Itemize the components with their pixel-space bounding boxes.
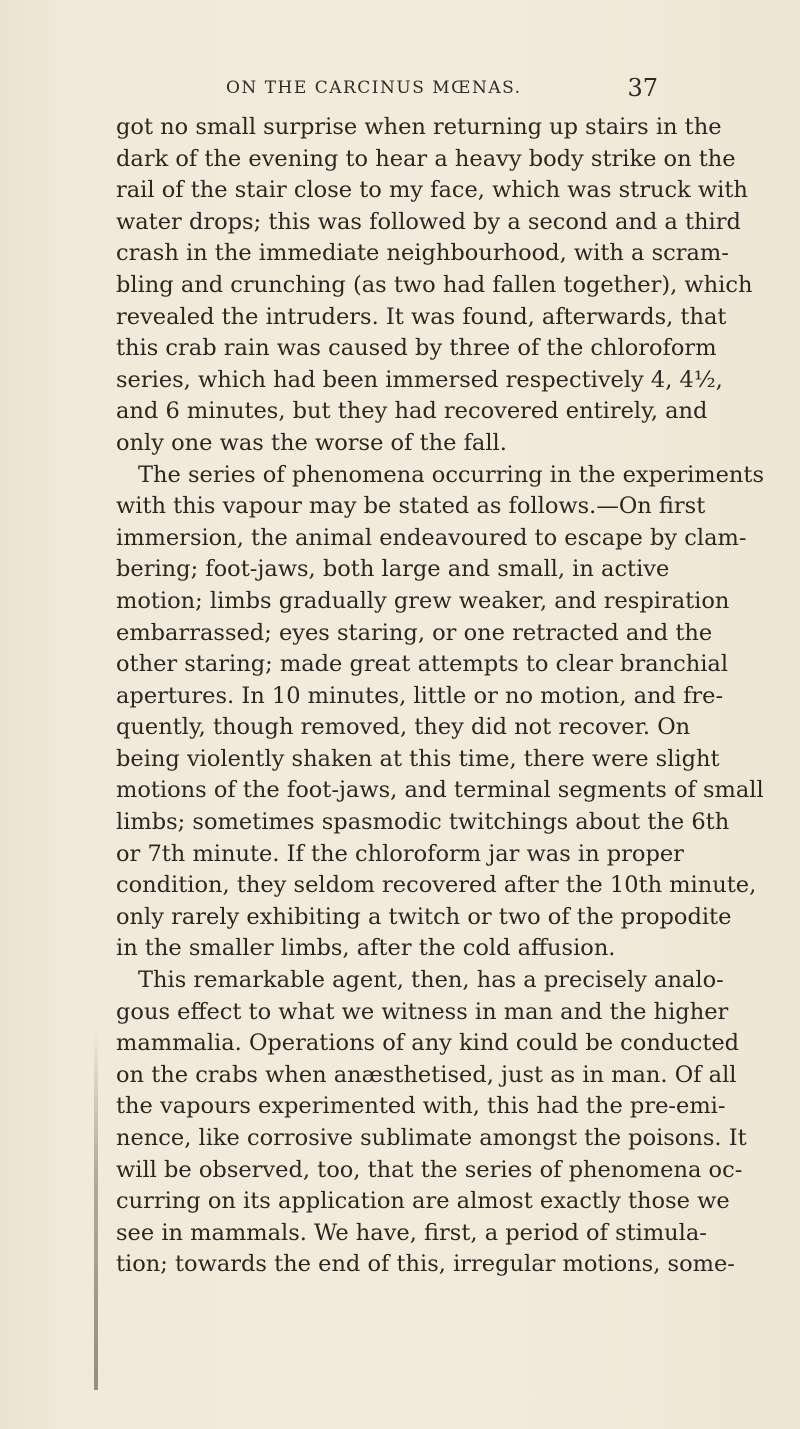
running-head	[118, 74, 658, 108]
text-line: water drops; this was followed by a second and a third	[116, 208, 741, 235]
binding-shadow	[94, 1030, 98, 1390]
text-line: the vapours experimented with, this had the pre-emi-	[116, 1093, 726, 1120]
text-line: series, which had been immersed respectively 4, 4½,	[116, 366, 723, 393]
page-number: 37	[627, 74, 658, 102]
text-line: only rarely exhibiting a twitch or two of the propodite	[116, 903, 732, 930]
text-line: gous effect to what we witness in man and the higher	[116, 998, 729, 1025]
text-line: curring on its application are almost exactly those we	[116, 1188, 730, 1215]
text-line: apertures. In 10 minutes, little or no motion, and fre-	[116, 682, 724, 709]
text-line: tion; towards the end of this, irregular motions, some-	[116, 1251, 735, 1278]
text-line: The series of phenomena occurring in the experiments	[138, 461, 765, 488]
text-line: rail of the stair close to my face, which was struck with	[116, 177, 748, 204]
text-line: motions of the foot-jaws, and terminal segments of small	[116, 777, 764, 804]
text-line: limbs; sometimes spasmodic twitchings about the 6th	[116, 809, 730, 836]
text-line: other staring; made great attempts to clear branchial	[116, 651, 729, 678]
text-line: this crab rain was caused by three of the chloroform	[116, 335, 717, 362]
text-line: only one was the worse of the fall.	[116, 429, 507, 456]
text-line: will be observed, too, that the series of phenomena oc-	[116, 1156, 743, 1183]
text-line: being violently shaken at this time, there were slight	[116, 745, 720, 772]
text-line: crash in the immediate neighbourhood, with a scram-	[116, 240, 729, 267]
text-line: see in mammals. We have, first, a period of stimula-	[116, 1219, 707, 1246]
text-line: dark of the evening to hear a heavy body strike on the	[116, 145, 736, 172]
text-line: got no small surprise when returning up stairs in the	[116, 114, 722, 140]
text-line: nence, like corrosive sublimate amongst the poisons. It	[116, 1125, 747, 1151]
text-line: in the smaller limbs, after the cold affusion.	[116, 935, 616, 962]
running-title: ON THE CARCINUS MŒNAS.	[226, 78, 522, 98]
text-line: immersion, the animal endeavoured to escape by clam-	[116, 524, 747, 551]
text-line: revealed the intruders. It was found, afterwards, that	[116, 303, 727, 330]
text-line: or 7th minute. If the chloroform jar was in proper	[116, 840, 684, 867]
text-line: embarrassed; eyes staring, or one retracted and the	[116, 619, 713, 646]
text-line: bling and crunching (as two had fallen together), which	[116, 271, 753, 298]
text-line: condition, they seldom recovered after the 10th minute,	[116, 872, 757, 899]
text-line: on the crabs when anæsthetised, just as in man. Of all	[116, 1061, 737, 1088]
text-line: and 6 minutes, but they had recovered entirely, and	[116, 398, 708, 425]
text-line: quently, though removed, they did not recover. On	[116, 714, 691, 741]
text-line: with this vapour may be stated as follows.—On first	[116, 493, 706, 520]
text-line: mammalia. Operations of any kind could be conducted	[116, 1030, 740, 1057]
body-text	[116, 112, 765, 1281]
text-line: motion; limbs gradually grew weaker, and respiration	[116, 587, 730, 614]
text-line: This remarkable agent, then, has a precisely analo-	[138, 967, 724, 994]
text-line: bering; foot-jaws, both large and small, in active	[116, 556, 670, 583]
